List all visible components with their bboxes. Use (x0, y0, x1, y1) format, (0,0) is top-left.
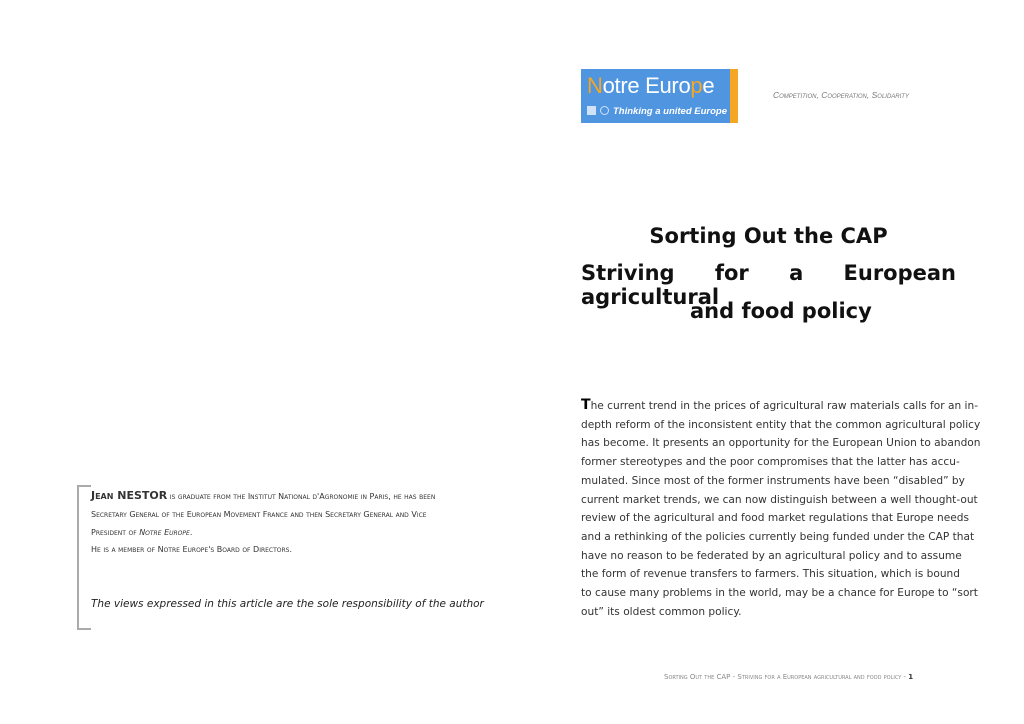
logo-text: e (702, 73, 715, 98)
abstract-line: mulated. Since most of the former instruments have been “disabled” by (581, 474, 965, 487)
square-icon (587, 106, 596, 115)
abstract-line: and a rethinking of the policies currently being funded under the CAP that (581, 530, 975, 543)
motto: Competition, Cooperation, Solidarity (773, 90, 909, 100)
notre-europe-logo (581, 69, 738, 123)
page-number: 1 (908, 673, 914, 681)
abstract-line: depth reform of the inconsistent entity that the common agricultural policy (581, 418, 981, 431)
bio-text: Notre Europe (139, 528, 190, 537)
abstract-line: current market trends, we can now distinguish between a well thought-out (581, 493, 978, 506)
author-bio-line: Secretary General of the European Movement France and then Secretary General and Vice (91, 510, 427, 519)
author-box-bracket (77, 485, 91, 630)
abstract-line: have no reason to be federated by an agricultural policy and to assume (581, 549, 962, 562)
abstract-line: the form of revenue transfers to farmers. This situation, which is bound (581, 568, 960, 581)
disclaimer: The views expressed in this article are the sole responsibility of the author (91, 598, 484, 610)
abstract-line: former stereotypes and the poor compromises that the latter has accu- (581, 456, 960, 469)
logo-tagline (587, 106, 727, 117)
page-footer (664, 673, 913, 681)
logo-name (587, 73, 714, 99)
abstract-line: review of the agricultural and food market regulations that Europe needs (581, 512, 969, 525)
title-line-3: and food policy (690, 299, 872, 323)
logo-letter: p (690, 73, 703, 98)
tagline-text: Thinking a united Europe (613, 106, 727, 117)
bio-text: is graduate from the Institut National d'Agronomie in Paris, he has been (167, 492, 436, 501)
logo-text: otre Euro (602, 73, 691, 98)
abstract-line: has become. It presents an opportunity for the European Union to abandon (581, 437, 981, 450)
footer-text: Sorting Out the CAP - Striving for a European agricultural and food policy - (664, 673, 909, 681)
line-text: he current trend in the prices of agricultural raw materials calls for an in- (590, 400, 979, 412)
bio-text: . (189, 528, 193, 537)
abstract-line: to cause many problems in the world, may be a chance for Europe to “sort (581, 587, 978, 600)
author-name: Jean NESTOR (91, 489, 168, 502)
logo-accent-bar (730, 69, 738, 123)
abstract (581, 396, 981, 621)
title-line-2: Striving for a European agricultural (581, 261, 956, 309)
dropcap: T (581, 397, 591, 413)
abstract-line: out” its oldest common policy. (581, 605, 742, 618)
bio-text: President of (91, 528, 140, 537)
author-bio-line (91, 489, 471, 502)
abstract-line (581, 396, 979, 416)
ring-icon (600, 106, 609, 115)
title-line-1: Sorting Out the CAP (649, 224, 888, 248)
author-bio-line (91, 528, 471, 537)
logo-letter: N (587, 73, 603, 98)
author-bio-line: He is a member of Notre Europe's Board of Directors. (91, 545, 293, 554)
